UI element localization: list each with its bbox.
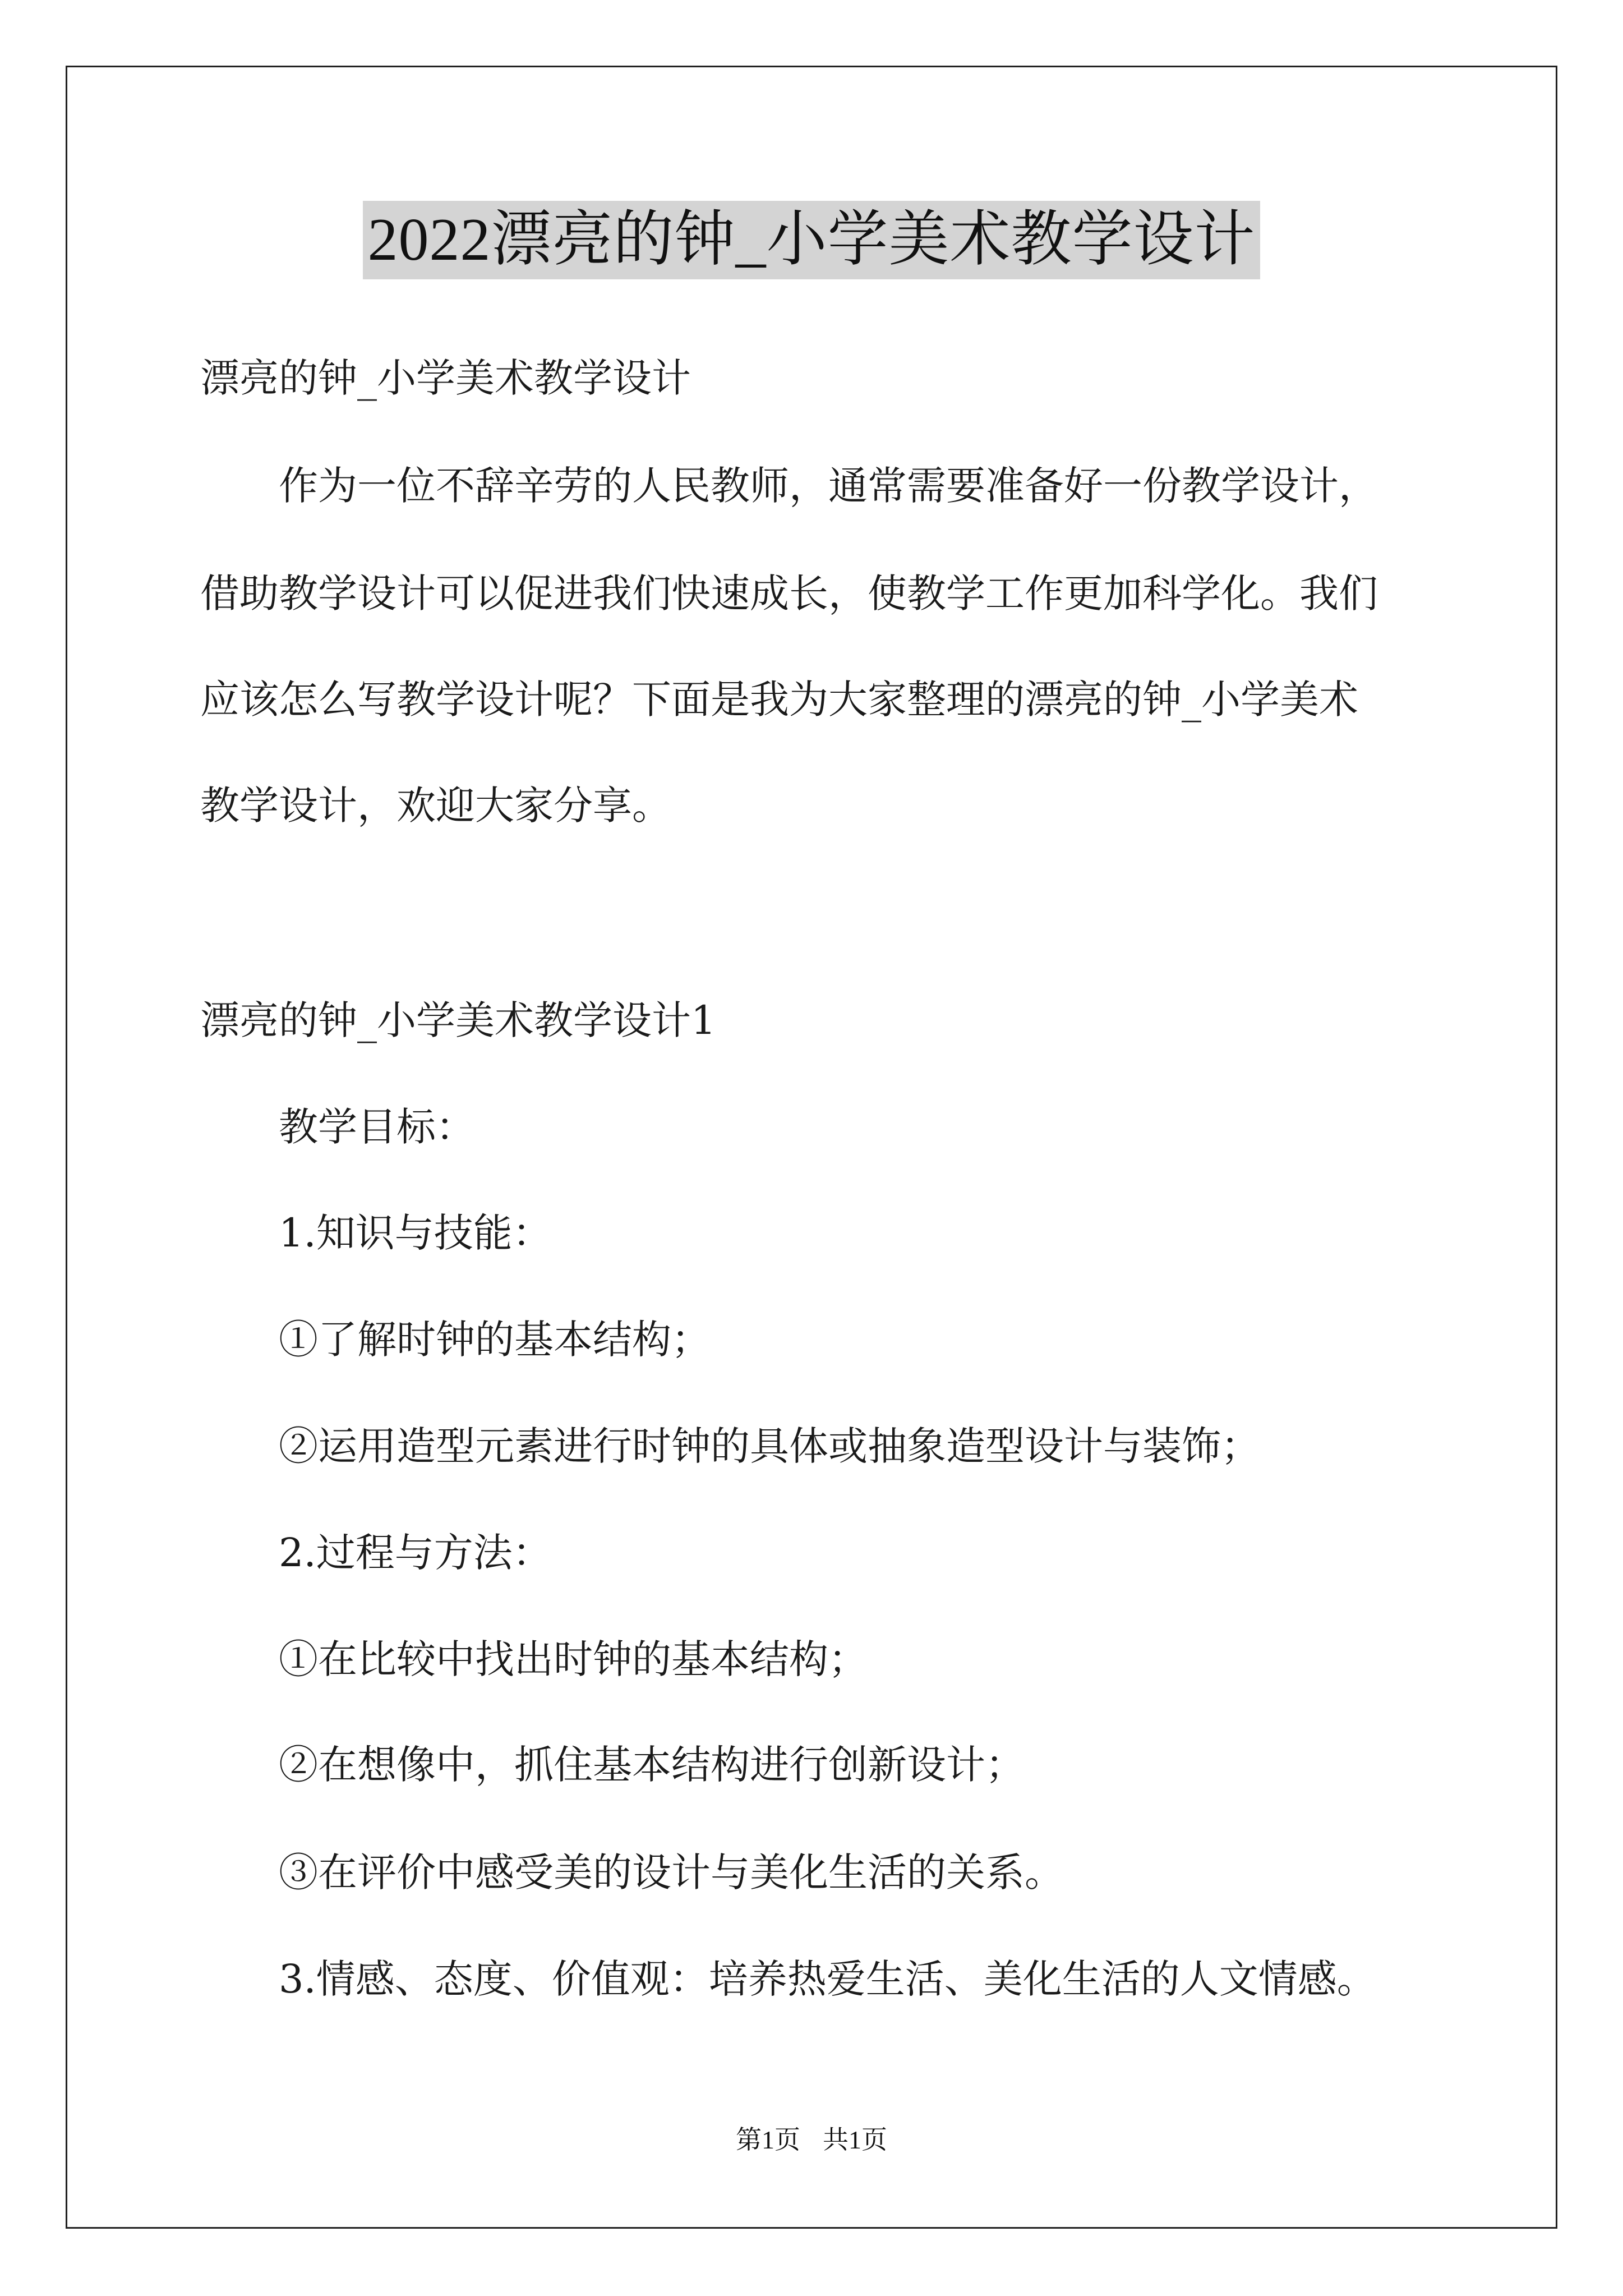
body-line-4: ②运用造型元素进行时钟的具体或抽象造型设计与装饰； (279, 1423, 1260, 1469)
body-line-9: 3.情感、态度、价值观：培养热爱生活、美化生活的人文情感。 (279, 1956, 1376, 2002)
body-line-1: 教学目标： (279, 1104, 475, 1150)
section-heading: 漂亮的钟_小学美术教学设计1 (200, 997, 716, 1043)
page-footer (0, 2123, 1623, 2157)
body-line-7: ②在想像中，抓住基本结构进行创新设计； (279, 1742, 1025, 1788)
body-line-2: 1.知识与技能： (279, 1210, 552, 1256)
subtitle: 漂亮的钟_小学美术教学设计 (200, 355, 691, 401)
body-line-5: 2.过程与方法： (279, 1530, 552, 1576)
page-number-total: 共1页 (823, 2125, 887, 2154)
body-line-8: ③在评价中感受美的设计与美化生活的关系。 (279, 1849, 1064, 1895)
intro-line-3: 应该怎么写教学设计呢？下面是我为大家整理的漂亮的钟_小学美术 (200, 677, 1358, 723)
intro-line-2: 借助教学设计可以促进我们快速成长，使教学工作更加科学化。我们 (200, 570, 1378, 616)
page-number-current: 第1页 (736, 2125, 800, 2154)
body-line-6: ①在比较中找出时钟的基本结构； (279, 1636, 868, 1682)
title-container (0, 201, 1623, 279)
document-title: 2022漂亮的钟_小学美术教学设计 (363, 201, 1260, 279)
intro-line-1: 作为一位不辞辛劳的人民教师，通常需要准备好一份教学设计， (279, 463, 1378, 509)
intro-line-4: 教学设计，欢迎大家分享。 (200, 783, 671, 829)
body-line-3: ①了解时钟的基本结构； (279, 1317, 711, 1363)
